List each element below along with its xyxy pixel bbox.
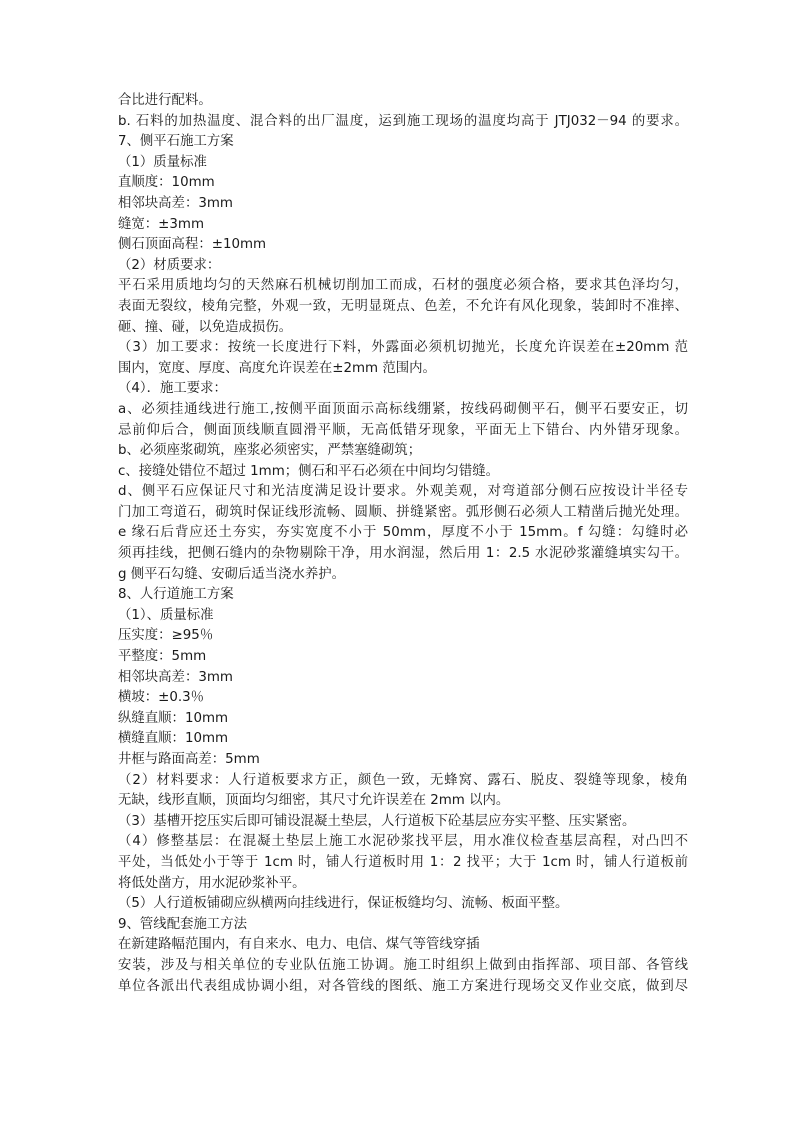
text-line: c、接缝处错位不超过 1mm；侧石和平石必须在中间均匀错缝。 [118,463,499,479]
text-line: （3）基槽开挖压实后即可铺设混凝土垫层，人行道板下砼基层应夯实平整、压实紧密。 [118,813,636,829]
text-line: 井框与路面高差：5mm [118,752,260,767]
subsection-heading: （4）．施工要求： [118,381,227,397]
text-line: 单位各派出代表组成协调小组，对各管线的图纸、施工方案进行现场交叉作业交底，做到尽 [118,978,688,994]
text-line: 缝宽：±3mm [118,216,204,232]
text-line: b. 石料的加热温度、混合料的出厂温度，运到施工现场的温度均高于 JTJ032－94 的要求。 [118,113,688,129]
text-line: 无缺，线形直顺，顶面均匀细密，其尺寸允许误差在 2mm 以内。 [118,793,510,809]
section-heading: 9、管线配套施工方法 [118,916,248,932]
subsection-heading: （1）质量标准 [118,154,207,170]
text-line: 砸、撞、碰，以免造成损伤。 [118,319,293,335]
text-line: a、必须挂通线进行施工,按侧平面顶面示高标线绷紧，按线码砌侧平石，侧平石要安正，切 [118,401,688,417]
text-line: 忌前仰后合，侧面顶线顺直圆滑平顺，无高低错牙现象，平面无上下错台、内外错牙现象。 [118,422,688,438]
text-line: 横坡：±0.3％ [118,690,205,706]
text-line: （5）人行道板铺砌应纵横两向挂线进行，保证板缝均匀、流畅、板面平整。 [118,896,569,912]
text-line: 在新建路幅范围内，有自来水、电力、电信、煤气等管线穿插 [118,937,480,953]
document-page [118,91,688,997]
text-line: d、侧平石应保证尺寸和光洁度满足设计要求。外观美观，对弯道部分侧石应按设计半径专 [118,484,688,500]
text-line: （4）修整基层：在混凝土垫层上施工水泥砂浆找平层，用水准仪检查基层高程，对凸凹不 [118,834,688,850]
text-line: 平处，当低处小于等于 1cm 时，铺人行道板时用 1：2 找平；大于 1cm 时，铺人行道板前 [118,854,688,870]
text-line: 纵缝直顺：10mm [118,710,229,726]
text-line: 安装，涉及与相关单位的专业队伍施工协调。施工时组织上做到由指挥部、项目部、各管线 [118,957,688,973]
text-line: 合比进行配料。 [118,93,212,108]
subsection-heading: （2）材质要求： [118,257,221,273]
text-line: 表面无裂纹，棱角完整，外观一致，无明显斑点、色差，不允许有风化现象，装卸时不准摔、 [118,298,688,314]
text-line: b、必须座浆砌筑，座浆必须密实，严禁塞缝砌筑； [118,443,422,459]
text-line: （2）材料要求：人行道板要求方正，颜色一致，无蜂窝、露石、脱皮、裂缝等现象，棱角 [118,772,688,788]
text-line: 门加工弯道石，砌筑时保证线形流畅、圆顺、拼缝紧密。弧形侧石必须人工精凿后抛光处理。 [118,504,688,520]
text-line: g 侧平石勾缝、安砌后适当浇水养护。 [118,566,346,582]
text-line: 围内，宽度、厚度、高度允许误差在±2mm 范围内。 [118,360,436,376]
text-line: 横缝直顺：10mm [118,731,229,747]
text-line: 相邻块高差：3mm [118,669,233,685]
text-line: （3）加工要求：按统一长度进行下料，外露面必须机切抛光，长度允许误差在±20mm 范 [118,340,688,356]
text-line: 将低处凿方，用水泥砂浆补平。 [118,875,306,891]
subsection-heading: （1）、质量标准 [118,607,214,623]
text-line: 相邻块高差：3mm [118,195,233,211]
text-line: 侧石顶面高程：±10mm [118,237,267,253]
section-heading: 7、侧平石施工方案 [118,134,234,150]
text-line: 平整度：5mm [118,649,207,665]
section-heading: 8、人行道施工方案 [118,587,234,603]
text-line: 须再挂线，把侧石缝内的杂物剔除干净，用水润湿，然后用 1：2.5 水泥砂浆灌缝填实勾干。 [118,546,688,562]
text-line: e 缘石后背应还土夯实，夯实宽度不小于 50mm，厚度不小于 15mm。f 勾缝：勾缝时必 [118,525,688,541]
text-line: 压实度：≥95％ [118,628,214,644]
text-line: 直顺度：10mm [118,175,215,191]
text-line: 平石采用质地均匀的天然麻石机械切削加工而成，石材的强度必须合格，要求其色泽均匀， [118,278,688,294]
